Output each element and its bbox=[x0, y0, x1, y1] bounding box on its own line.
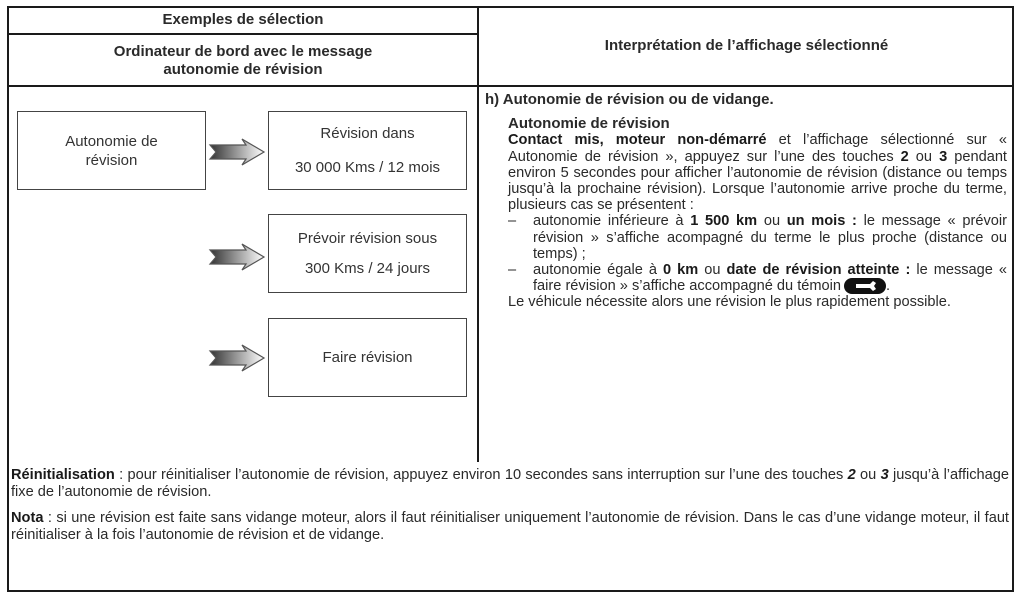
text: : pour réinitialiser l’autonomie de révision, appuyez environ 10 secondes sans interruption sur l’une des touches bbox=[114, 467, 848, 483]
display-box-1-line1: Révision dans bbox=[320, 124, 415, 142]
text: ou bbox=[855, 467, 881, 483]
header-divider-left bbox=[7, 33, 478, 35]
interpretation-body bbox=[508, 116, 1007, 310]
display-box-1-line2: 30 000 Kms / 12 mois bbox=[294, 158, 441, 176]
left-header-bottom bbox=[9, 43, 477, 79]
key-2: 2 bbox=[847, 467, 856, 483]
text: ou bbox=[698, 262, 727, 279]
bullet-dash: – bbox=[508, 262, 517, 279]
bullet-item-1 bbox=[508, 213, 1007, 262]
display-box-faire-revision bbox=[268, 318, 467, 397]
interpretation-section bbox=[485, 92, 1007, 311]
arrow-right-icon bbox=[208, 343, 266, 373]
notes-section bbox=[11, 467, 1009, 553]
wrench-warning-icon bbox=[844, 278, 886, 294]
closing-paragraph: Le véhicule nécessite alors une révision le plus rapidement possible. bbox=[508, 294, 951, 311]
bold-condition: Contact mis, moteur non-démarré bbox=[508, 132, 767, 149]
source-box-line1: Autonomie de bbox=[65, 132, 158, 150]
key-3: 3 bbox=[880, 467, 889, 483]
source-box-line2: révision bbox=[85, 151, 138, 169]
text: autonomie égale à bbox=[533, 262, 664, 279]
bold-text: 1 500 km bbox=[690, 213, 758, 230]
arrow-right-icon bbox=[208, 242, 266, 272]
left-header-line2: autonomie de révision bbox=[163, 61, 323, 78]
source-box-autonomie bbox=[17, 111, 206, 190]
text: . bbox=[886, 278, 891, 295]
arrow-right-icon bbox=[208, 137, 266, 167]
text: : si une révision est faite sans vidange moteur, alors il faut réinitialiser uniquement l’autonomie de révision. Dans le cas d’une vidange moteur, il faut réinitialiser à la fois l’autonomie de révision et de vidange. bbox=[11, 510, 1009, 543]
text: ou bbox=[757, 213, 787, 230]
section-divider bbox=[7, 461, 1014, 463]
display-box-3-line1: Faire révision bbox=[322, 349, 413, 366]
section-heading: h) Autonomie de révision ou de vidange. bbox=[485, 91, 774, 108]
key-2: 2 bbox=[900, 148, 909, 165]
text: autonomie inférieure à bbox=[533, 213, 691, 230]
right-header: Interprétation de l’affichage sélectionné bbox=[604, 37, 889, 54]
reset-note bbox=[11, 467, 1009, 501]
display-box-prevoir-revision bbox=[268, 214, 467, 293]
display-box-2-line1: Prévoir révision sous bbox=[297, 229, 438, 247]
bold-text: 0 km bbox=[663, 262, 699, 279]
bold-text: un mois : bbox=[786, 213, 857, 230]
nota-note bbox=[11, 510, 1009, 544]
text: ou bbox=[908, 148, 940, 165]
bullet-item-2 bbox=[508, 262, 1007, 294]
nota-label: Nota bbox=[11, 510, 44, 526]
display-box-2-line2: 300 Kms / 24 jours bbox=[304, 259, 431, 277]
paragraph-1 bbox=[508, 132, 1007, 213]
left-header-line1: Ordinateur de bord avec le message bbox=[113, 43, 373, 60]
column-divider bbox=[477, 6, 479, 462]
bold-text: date de révision atteinte : bbox=[726, 262, 911, 279]
subheading: Autonomie de révision bbox=[508, 115, 670, 133]
display-box-revision-dans bbox=[268, 111, 467, 190]
key-3: 3 bbox=[939, 148, 948, 165]
reset-label: Réinitialisation bbox=[11, 467, 115, 483]
left-header-top: Exemples de sélection bbox=[162, 11, 324, 28]
text: le message « faire révision » s’affiche accompagné du témoin bbox=[533, 262, 1008, 295]
bullet-dash: – bbox=[508, 213, 517, 230]
text: jusqu’à l’affichage fixe de l’autonomie de révision. bbox=[11, 467, 1010, 500]
header-divider bbox=[7, 85, 1014, 87]
text: et l’affichage sélectionné sur « Autonomie de révision », appuyez sur l’une des touches bbox=[508, 132, 1007, 165]
text: pendant environ 5 secondes pour afficher l’autonomie de révision (distance ou temps jusqu’à la prochaine révision). Lorsque l’autonomie arrive proche du terme, plusieurs cas se présentent : bbox=[508, 148, 1007, 214]
text: le message « prévoir révision » s’affiche acompagné du terme le plus proche (distance ou temps) ; bbox=[533, 213, 1007, 262]
